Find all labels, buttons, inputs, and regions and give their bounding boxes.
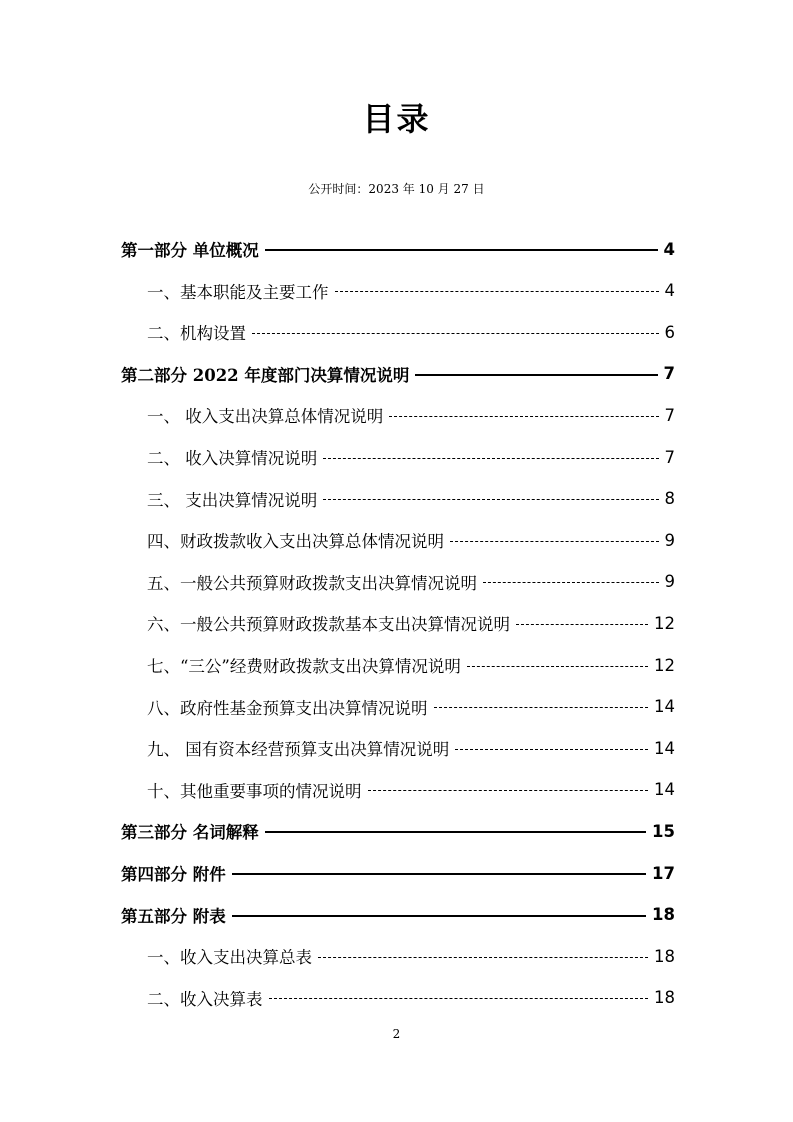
toc-entry-label: 第一部分 单位概况 — [121, 241, 259, 260]
toc-part-entry[interactable] — [121, 234, 675, 264]
toc-entry-label: 第五部分 附表 — [121, 906, 226, 926]
toc-leader-line — [265, 831, 646, 833]
toc-leader-line — [323, 458, 658, 459]
toc-leader-line — [252, 333, 659, 334]
toc-entry-label: 二、收入决算表 — [147, 989, 263, 1009]
toc-entry-label: 一、基本职能及主要工作 — [147, 282, 329, 302]
toc-leader-line — [318, 957, 648, 958]
toc-section-entry[interactable] — [147, 983, 675, 1013]
toc-entry-label: 七、“三公”经费财政拨款支出决算情况说明 — [147, 657, 461, 676]
toc-entry-label: 五、一般公共预算财政拨款支出决算情况说明 — [147, 573, 477, 593]
toc-section-entry[interactable] — [147, 442, 675, 472]
toc-section-entry[interactable] — [147, 733, 675, 763]
toc-leader-line — [232, 873, 646, 875]
toc-entry-label: 四、财政拨款收入支出决算总体情况说明 — [147, 532, 444, 552]
toc-section-entry[interactable] — [147, 692, 675, 722]
toc-entry-label: 第二部分 2022 年度部门决算情况说明 — [121, 365, 410, 385]
toc-section-entry[interactable] — [147, 567, 675, 597]
toc-entry-label: 一、 收入支出决算总体情况说明 — [147, 407, 384, 427]
page-title: 目录 — [362, 100, 431, 138]
toc-leader-line — [335, 291, 659, 292]
toc-entry-page: 14 — [654, 697, 675, 717]
toc-entry-label: 二、机构设置 — [147, 324, 246, 344]
toc-entry-page: 15 — [652, 821, 675, 841]
toc-leader-line — [265, 249, 658, 251]
toc-entry-label: 第三部分 名词解释 — [121, 823, 259, 843]
toc-entry-label: 八、政府性基金预算支出决算情况说明 — [147, 698, 428, 718]
toc-part-entry[interactable] — [121, 858, 675, 888]
toc-section-entry[interactable] — [147, 775, 675, 805]
toc-entry-label: 一、收入支出决算总表 — [147, 948, 312, 968]
toc-leader-line — [415, 374, 657, 376]
toc-leader-line — [368, 790, 649, 791]
toc-entry-page: 8 — [664, 489, 675, 509]
toc-leader-line — [516, 624, 648, 625]
toc-leader-line — [455, 749, 648, 750]
toc-section-entry[interactable] — [147, 276, 675, 306]
toc-entry-page: 4 — [663, 239, 675, 259]
toc-leader-line — [389, 416, 658, 417]
toc-entry-page: 12 — [654, 655, 675, 675]
toc-part-entry[interactable] — [121, 900, 675, 930]
toc-leader-line — [269, 998, 649, 999]
toc-entry-page: 9 — [664, 572, 675, 592]
toc-part-entry[interactable] — [121, 359, 675, 389]
toc-leader-line — [450, 541, 659, 542]
toc-entry-page: 18 — [654, 946, 675, 966]
toc-entry-label: 第四部分 附件 — [121, 865, 226, 884]
toc-entry-page: 6 — [664, 322, 675, 342]
toc-entry-page: 17 — [652, 863, 675, 883]
page-number: 2 — [392, 1027, 401, 1041]
toc-section-entry[interactable] — [147, 650, 675, 680]
toc-entry-page: 18 — [652, 905, 675, 925]
toc-entry-page: 12 — [654, 613, 675, 633]
toc-section-entry[interactable] — [147, 941, 675, 971]
toc-section-entry[interactable] — [147, 484, 675, 514]
toc-entry-page: 7 — [664, 405, 675, 425]
publish-date: 公开时间：2023 年 10 月 27 日 — [308, 182, 485, 196]
toc-section-entry[interactable] — [147, 317, 675, 347]
toc-entry-label: 九、 国有资本经营预算支出决算情况说明 — [147, 740, 450, 760]
toc-entry-page: 14 — [654, 780, 675, 800]
toc-section-entry[interactable] — [147, 608, 675, 638]
toc-entry-page: 14 — [654, 738, 675, 758]
toc-entry-label: 十、其他重要事项的情况说明 — [147, 781, 362, 801]
toc-part-entry[interactable] — [121, 816, 675, 846]
toc-section-entry[interactable] — [147, 525, 675, 555]
toc-leader-line — [467, 666, 648, 667]
toc-entry-page: 9 — [664, 530, 675, 550]
toc-entry-label: 六、一般公共预算财政拨款基本支出决算情况说明 — [147, 615, 510, 635]
toc-entry-page: 4 — [664, 281, 675, 301]
toc-leader-line — [434, 707, 649, 708]
toc-entry-label: 三、 支出决算情况说明 — [147, 490, 318, 510]
toc-entry-page: 7 — [664, 447, 675, 467]
toc-leader-line — [232, 915, 646, 917]
toc-entry-page: 7 — [663, 364, 675, 384]
toc-leader-line — [323, 499, 658, 500]
toc-leader-line — [483, 582, 659, 583]
toc-section-entry[interactable] — [147, 400, 675, 430]
toc-entry-label: 二、 收入决算情况说明 — [147, 449, 318, 468]
toc-entry-page: 18 — [654, 988, 675, 1008]
